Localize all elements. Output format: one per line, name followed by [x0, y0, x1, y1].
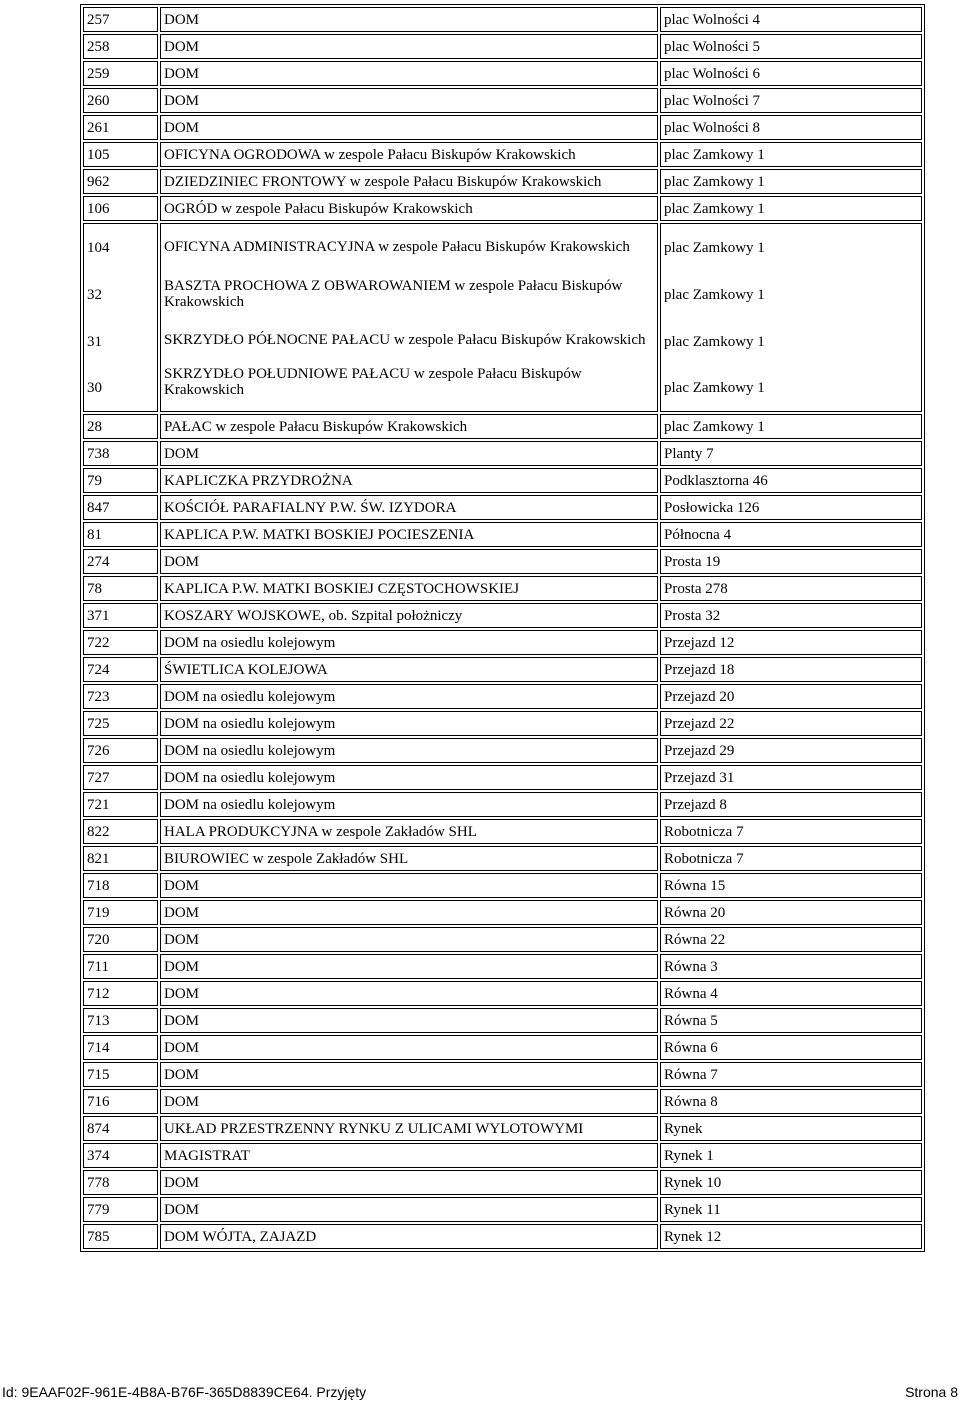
object-name-cell: DOM	[160, 441, 658, 466]
table-row	[83, 495, 922, 520]
object-name-cell: OFICYNA OGRODOWA w zespole Pałacu Biskupów Krakowskich	[160, 142, 658, 167]
register-number-cell: 257	[83, 7, 158, 32]
table-row	[83, 981, 922, 1006]
address-cell: Przejazd 18	[660, 657, 922, 682]
object-name-cell: DOM na osiedlu kolejowym	[160, 765, 658, 790]
address-cell: Robotnicza 7	[660, 819, 922, 844]
address-cell: Prosta 19	[660, 549, 922, 574]
register-number-cell: 722	[83, 630, 158, 655]
register-number-cell: 106	[83, 196, 158, 221]
object-name-cell: DOM	[160, 61, 658, 86]
table-row	[83, 7, 922, 32]
object-name-cell: MAGISTRAT	[160, 1143, 658, 1168]
object-name-cell: KAPLICA P.W. MATKI BOSKIEJ CZĘSTOCHOWSKIEJ	[160, 576, 658, 601]
table-row	[83, 738, 922, 763]
table-row	[83, 711, 922, 736]
group-object-name: OFICYNA ADMINISTRACYJNA w zespole Pałacu Biskupów Krakowskich	[164, 239, 630, 256]
register-number-cell: 779	[83, 1197, 158, 1222]
group-address: plac Zamkowy 1	[664, 333, 765, 350]
table-row	[83, 549, 922, 574]
address-cell: Rynek 12	[660, 1224, 922, 1249]
register-number-cell: 721	[83, 792, 158, 817]
register-number-cell: 81	[83, 522, 158, 547]
table-row	[83, 684, 922, 709]
group-object-cell	[160, 223, 658, 412]
register-number-cell: 79	[83, 468, 158, 493]
register-number-cell: 261	[83, 115, 158, 140]
register-number-cell: 738	[83, 441, 158, 466]
group-address: plac Zamkowy 1	[664, 286, 765, 303]
object-name-cell: DOM	[160, 873, 658, 898]
table-row	[83, 819, 922, 844]
group-address-cell	[660, 223, 922, 412]
address-cell: Równa 7	[660, 1062, 922, 1087]
object-name-cell: KAPLICA P.W. MATKI BOSKIEJ POCIESZENIA	[160, 522, 658, 547]
address-cell: Podklasztorna 46	[660, 468, 922, 493]
register-number-cell: 78	[83, 576, 158, 601]
table-row	[83, 765, 922, 790]
object-name-cell: DOM na osiedlu kolejowym	[160, 684, 658, 709]
address-cell: plac Wolności 7	[660, 88, 922, 113]
table-row	[83, 1224, 922, 1249]
table-row	[83, 1143, 922, 1168]
address-cell: Równa 8	[660, 1089, 922, 1114]
register-number-cell: 719	[83, 900, 158, 925]
group-object-name: SKRZYDŁO POŁUDNIOWE PAŁACU w zespole Pałacu Biskupów Krakowskich	[164, 365, 582, 398]
register-number-cell: 716	[83, 1089, 158, 1114]
register-number-cell: 962	[83, 169, 158, 194]
register-number-cell: 822	[83, 819, 158, 844]
group-address: plac Zamkowy 1	[664, 380, 765, 396]
object-name-cell: DOM	[160, 1062, 658, 1087]
object-name-cell: DOM	[160, 1170, 658, 1195]
group-object-name: BASZTA PROCHOWA Z OBWAROWANIEM w zespole Pałacu Biskupów Krakowskich	[164, 277, 623, 310]
object-name-cell: DOM	[160, 549, 658, 574]
address-cell: Równa 5	[660, 1008, 922, 1033]
register-number-cell: 259	[83, 61, 158, 86]
address-cell: Planty 7	[660, 441, 922, 466]
table-row	[83, 414, 922, 439]
register-number-cell: 712	[83, 981, 158, 1006]
table-row	[83, 196, 922, 221]
object-name-cell: PAŁAC w zespole Pałacu Biskupów Krakowskich	[160, 414, 658, 439]
object-name-cell: KOŚCIÓŁ PARAFIALNY P.W. ŚW. IZYDORA	[160, 495, 658, 520]
address-cell: Przejazd 22	[660, 711, 922, 736]
group-address: plac Zamkowy 1	[664, 239, 765, 256]
address-cell: plac Wolności 5	[660, 34, 922, 59]
page-footer	[0, 1384, 960, 1402]
address-cell: Rynek 11	[660, 1197, 922, 1222]
object-name-cell: KAPLICZKA PRZYDROŻNA	[160, 468, 658, 493]
table-row	[83, 441, 922, 466]
register-number-cell: 778	[83, 1170, 158, 1195]
address-cell: Równa 20	[660, 900, 922, 925]
table-row	[83, 630, 922, 655]
table-row	[83, 1170, 922, 1195]
object-name-cell: DOM	[160, 1089, 658, 1114]
table-row	[83, 1197, 922, 1222]
object-name-cell: DOM	[160, 1008, 658, 1033]
register-number-cell: 713	[83, 1008, 158, 1033]
table-row	[83, 792, 922, 817]
table-row	[83, 954, 922, 979]
table-row	[83, 603, 922, 628]
table-row	[83, 468, 922, 493]
address-cell: Przejazd 31	[660, 765, 922, 790]
table-row	[83, 846, 922, 871]
register-number-cell: 723	[83, 684, 158, 709]
object-name-cell: DOM	[160, 1035, 658, 1060]
object-name-cell: UKŁAD PRZESTRZENNY RYNKU Z ULICAMI WYLOTOWYMI	[160, 1116, 658, 1141]
table-row	[83, 1035, 922, 1060]
address-cell: Przejazd 29	[660, 738, 922, 763]
object-name-cell: OGRÓD w zespole Pałacu Biskupów Krakowskich	[160, 196, 658, 221]
address-cell: plac Zamkowy 1	[660, 414, 922, 439]
register-number-cell: 274	[83, 549, 158, 574]
address-cell: plac Zamkowy 1	[660, 196, 922, 221]
page-number: Strona 8	[905, 1384, 958, 1400]
register-number-cell: 874	[83, 1116, 158, 1141]
register-number-cell: 718	[83, 873, 158, 898]
table-row	[83, 142, 922, 167]
monument-register-table	[80, 4, 925, 1252]
address-cell: Równa 4	[660, 981, 922, 1006]
table-row	[83, 522, 922, 547]
address-cell: plac Wolności 8	[660, 115, 922, 140]
address-cell: Równa 6	[660, 1035, 922, 1060]
table-body-top	[83, 7, 922, 221]
object-name-cell: DOM	[160, 927, 658, 952]
address-cell: Północna 4	[660, 522, 922, 547]
table-row	[83, 169, 922, 194]
register-number-cell: 725	[83, 711, 158, 736]
object-name-cell: DOM	[160, 981, 658, 1006]
register-number-cell: 374	[83, 1143, 158, 1168]
group-object-name: SKRZYDŁO PÓŁNOCNE PAŁACU w zespole Pałacu Biskupów Krakowskich	[164, 332, 646, 349]
table-body-bottom	[83, 414, 922, 1249]
address-cell: plac Wolności 6	[660, 61, 922, 86]
object-name-cell: KOSZARY WOJSKOWE, ob. Szpital położniczy	[160, 603, 658, 628]
object-name-cell: DOM na osiedlu kolejowym	[160, 792, 658, 817]
address-cell: plac Zamkowy 1	[660, 169, 922, 194]
table-row	[83, 927, 922, 952]
address-cell: Prosta 278	[660, 576, 922, 601]
group-number-cell	[83, 223, 158, 412]
address-cell: Posłowicka 126	[660, 495, 922, 520]
object-name-cell: DOM	[160, 115, 658, 140]
address-cell: Przejazd 8	[660, 792, 922, 817]
register-number-cell: 727	[83, 765, 158, 790]
table-body-group	[83, 223, 922, 412]
address-cell: Równa 3	[660, 954, 922, 979]
table-row	[83, 1089, 922, 1114]
object-name-cell: DOM	[160, 88, 658, 113]
object-name-cell: DOM na osiedlu kolejowym	[160, 738, 658, 763]
group-number: 30	[87, 380, 102, 396]
address-cell: Równa 22	[660, 927, 922, 952]
table-row	[83, 61, 922, 86]
table-row	[83, 900, 922, 925]
object-name-cell: DOM na osiedlu kolejowym	[160, 630, 658, 655]
register-number-cell: 726	[83, 738, 158, 763]
table-row	[83, 115, 922, 140]
document-id: Id: 9EAAF02F-961E-4B8A-B76F-365D8839CE64. Przyjęty	[2, 1384, 367, 1400]
register-number-cell: 715	[83, 1062, 158, 1087]
object-name-cell: HALA PRODUKCYJNA w zespole Zakładów SHL	[160, 819, 658, 844]
table-row	[83, 873, 922, 898]
object-name-cell: DOM	[160, 954, 658, 979]
register-number-cell: 847	[83, 495, 158, 520]
address-cell: Robotnicza 7	[660, 846, 922, 871]
register-number-cell: 785	[83, 1224, 158, 1249]
object-name-cell: DOM	[160, 7, 658, 32]
object-name-cell: ŚWIETLICA KOLEJOWA	[160, 657, 658, 682]
register-number-cell: 714	[83, 1035, 158, 1060]
address-cell: Rynek 10	[660, 1170, 922, 1195]
address-cell: Przejazd 12	[660, 630, 922, 655]
table-row	[83, 1008, 922, 1033]
register-number-cell: 724	[83, 657, 158, 682]
register-number-cell: 105	[83, 142, 158, 167]
register-number-cell: 821	[83, 846, 158, 871]
register-number-cell: 720	[83, 927, 158, 952]
register-number-cell: 28	[83, 414, 158, 439]
address-cell: Rynek	[660, 1116, 922, 1141]
object-name-cell: DZIEDZINIEC FRONTOWY w zespole Pałacu Biskupów Krakowskich	[160, 169, 658, 194]
group-number: 32	[87, 286, 102, 303]
table-row	[83, 576, 922, 601]
table-row	[83, 657, 922, 682]
address-cell: Rynek 1	[660, 1143, 922, 1168]
register-number-cell: 711	[83, 954, 158, 979]
address-cell: Równa 15	[660, 873, 922, 898]
register-number-cell: 258	[83, 34, 158, 59]
object-name-cell: DOM	[160, 1197, 658, 1222]
table-row	[83, 1116, 922, 1141]
table-row	[83, 88, 922, 113]
address-cell: plac Zamkowy 1	[660, 142, 922, 167]
object-name-cell: DOM na osiedlu kolejowym	[160, 711, 658, 736]
register-number-cell: 260	[83, 88, 158, 113]
object-name-cell: DOM WÓJTA, ZAJAZD	[160, 1224, 658, 1249]
object-name-cell: DOM	[160, 34, 658, 59]
table-row-group	[83, 223, 922, 412]
object-name-cell: DOM	[160, 900, 658, 925]
address-cell: plac Wolności 4	[660, 7, 922, 32]
table-row	[83, 34, 922, 59]
address-cell: Przejazd 20	[660, 684, 922, 709]
table-row	[83, 1062, 922, 1087]
group-number: 104	[87, 239, 110, 256]
group-number: 31	[87, 333, 102, 350]
address-cell: Prosta 32	[660, 603, 922, 628]
object-name-cell: BIUROWIEC w zespole Zakładów SHL	[160, 846, 658, 871]
register-number-cell: 371	[83, 603, 158, 628]
